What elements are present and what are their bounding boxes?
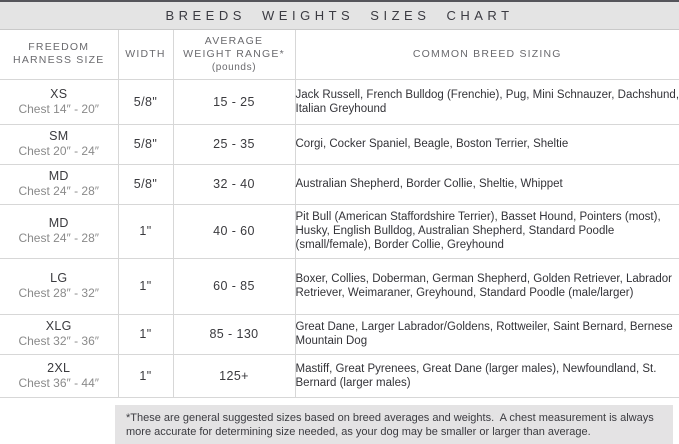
size-cell	[0, 79, 118, 124]
width-cell: 1"	[118, 204, 173, 258]
width-cell: 1"	[118, 258, 173, 314]
weight-cell: 32 - 40	[173, 164, 295, 204]
weight-cell: 15 - 25	[173, 79, 295, 124]
weight-cell: 85 - 130	[173, 314, 295, 354]
sizing-table	[0, 30, 679, 398]
breeds-cell: Australian Shepherd, Border Collie, Sheltie, Whippet	[295, 164, 679, 204]
table-row-md-large	[0, 204, 679, 258]
breeds-cell: Mastiff, Great Pyrenees, Great Dane (larger males), Newfoundland, St. Bernard (larger males)	[295, 354, 679, 397]
table-row-2xl	[0, 354, 679, 397]
weight-cell: 125+	[173, 354, 295, 397]
width-cell: 5/8"	[118, 79, 173, 124]
chest-range: Chest 36″ - 44″	[18, 375, 100, 390]
size-label: MD	[48, 169, 69, 183]
size-label: SM	[49, 129, 69, 143]
size-label: XS	[50, 86, 68, 101]
breeds-cell: Corgi, Cocker Spaniel, Beagle, Boston Terrier, Sheltie	[295, 124, 679, 164]
header-text: WIDTH	[125, 47, 166, 60]
chart-title: BREEDS WEIGHTS SIZES CHART	[165, 8, 514, 23]
size-cell	[0, 314, 118, 354]
header-text: FREEDOM	[28, 41, 90, 54]
table-row-sm	[0, 124, 679, 164]
header-text: AVERAGE	[204, 34, 264, 47]
chest-range: Chest 28″ - 32″	[18, 286, 100, 300]
size-label: MD	[48, 216, 69, 230]
header-text: HARNESS SIZE	[13, 54, 105, 67]
header-text: COMMON BREED SIZING	[412, 47, 562, 60]
footnote: *These are general suggested sizes based on breed averages and weights. A chest measurement is always more accurate for determining size needed, as your dog may be smaller or larger than average.	[115, 405, 673, 444]
breeds-cell: Pit Bull (American Staffordshire Terrier), Basset Hound, Pointers (most), Husky, English Bulldog, Australian Shepherd, Standard Poodle (small/female), Border Collie, Greyhound	[295, 204, 679, 258]
table-row-xs	[0, 79, 679, 124]
breeds-cell: Boxer, Collies, Doberman, German Shepherd, Golden Retriever, Labrador Retriever, Weimaraner, Greyhound, Standard Poodle (male/larger)	[295, 258, 679, 314]
chest-range: Chest 24″ - 28″	[18, 184, 100, 198]
breeds-cell: Jack Russell, French Bulldog (Frenchie), Pug, Mini Schnauzer, Dachshund, Italian Greyhound	[295, 79, 679, 124]
size-cell	[0, 204, 118, 258]
col-header-harness-size	[0, 30, 118, 79]
header-text: WEIGHT RANGE*	[183, 47, 285, 60]
chest-range: Chest 32″ - 36″	[18, 334, 100, 348]
weight-cell: 40 - 60	[173, 204, 295, 258]
size-label: LG	[50, 271, 68, 285]
col-header-width	[118, 30, 173, 79]
weight-cell: 60 - 85	[173, 258, 295, 314]
size-cell	[0, 164, 118, 204]
table-row-lg	[0, 258, 679, 314]
width-cell: 5/8"	[118, 164, 173, 204]
table-row-xlg	[0, 314, 679, 354]
chest-range: Chest 14″ - 20″	[18, 101, 100, 116]
width-cell: 5/8"	[118, 124, 173, 164]
size-cell	[0, 258, 118, 314]
table-row-md-small	[0, 164, 679, 204]
breeds-cell: Great Dane, Larger Labrador/Goldens, Rottweiler, Saint Bernard, Bernese Mountain Dog	[295, 314, 679, 354]
size-cell	[0, 354, 118, 397]
chest-range: Chest 20″ - 24″	[18, 144, 100, 158]
size-label: XLG	[45, 319, 72, 333]
size-cell	[0, 124, 118, 164]
weight-cell: 25 - 35	[173, 124, 295, 164]
header-text: (pounds)	[211, 61, 257, 73]
size-label: 2XL	[47, 360, 71, 375]
col-header-common-breed-sizing	[295, 30, 679, 79]
header-row	[0, 30, 679, 79]
chest-range: Chest 24″ - 28″	[18, 231, 100, 245]
col-header-weight-range	[173, 30, 295, 79]
title-band	[0, 2, 679, 30]
width-cell: 1"	[118, 354, 173, 397]
width-cell: 1"	[118, 314, 173, 354]
